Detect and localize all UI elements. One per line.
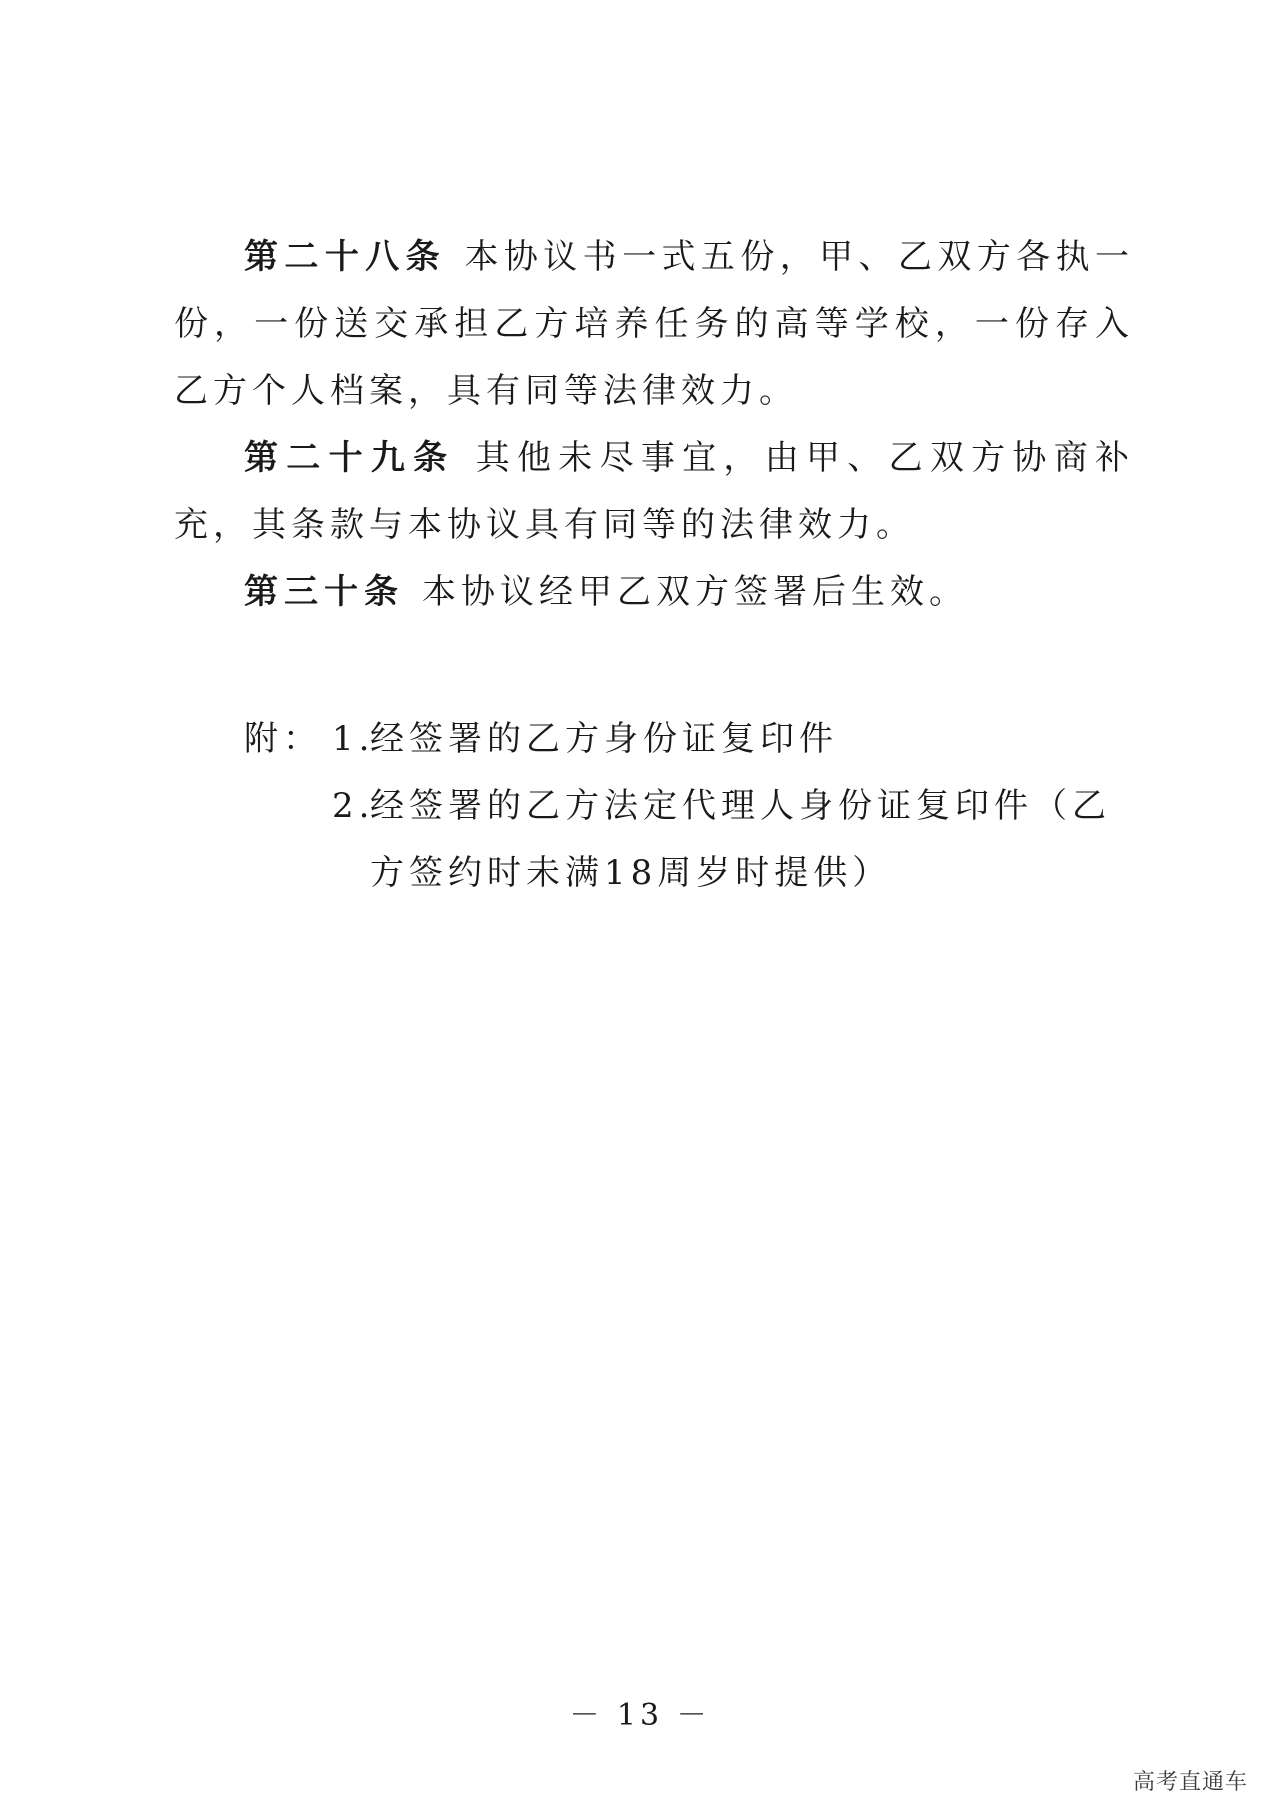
attachments-list: [332, 706, 1134, 907]
article-30-text: 本协议经甲乙双方签署后生效。: [422, 572, 968, 612]
article-30: [174, 559, 1134, 626]
attachment-text: 经签署的乙方身份证复印件: [370, 719, 838, 759]
article-28-label: 第二十八条: [244, 237, 447, 277]
attachments-section: [244, 706, 1134, 907]
article-30-label: 第三十条: [244, 572, 404, 612]
page-number: － 13 －: [569, 1698, 711, 1733]
article-29-label: 第二十九条: [244, 438, 456, 478]
attachment-text: 经签署的乙方法定代理人身份证复印件（乙方签约时未满18周岁时提供）: [370, 786, 1111, 893]
article-28-text: 本协议书一式五份，甲、乙双方各执一份，一份送交承担乙方培养任务的高等学校，一份存入乙方个人档案，具有同等法律效力。: [174, 237, 1135, 411]
attachment-number: 1.: [332, 719, 375, 759]
attachment-item: [332, 706, 1134, 773]
article-29: [174, 425, 1134, 559]
attachment-number: 2.: [332, 786, 375, 826]
attachment-item: [332, 773, 1134, 907]
agreement-articles: [174, 224, 1134, 626]
article-29-text: 其他未尽事宜，由甲、乙双方协商补充，其条款与本协议具有同等的法律效力。: [174, 438, 1135, 545]
attachments-prefix: 附：: [244, 719, 322, 759]
watermark-text: 高考直通车: [1132, 1770, 1248, 1795]
article-28: [174, 224, 1134, 425]
